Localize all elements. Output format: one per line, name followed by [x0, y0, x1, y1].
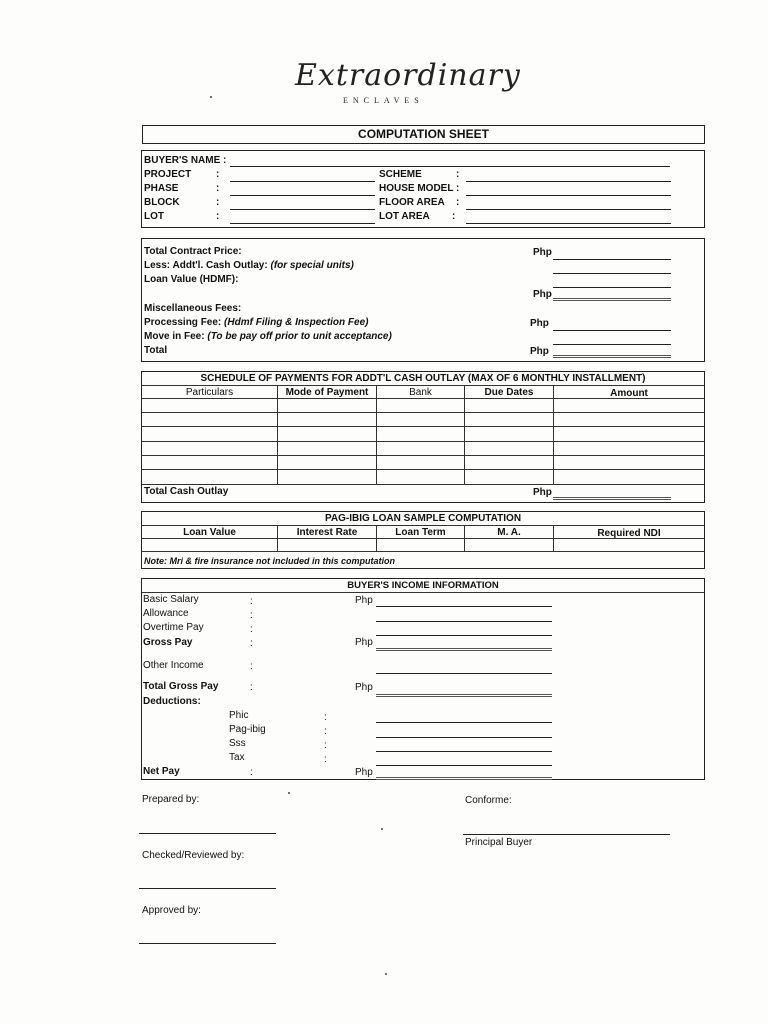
phase-label: PHASE — [144, 183, 179, 194]
pagibig-header-loan-value: Loan Value — [183, 527, 236, 538]
loan-value-php: Php — [533, 289, 552, 300]
principal-buyer-label: Principal Buyer — [465, 837, 533, 848]
scan-speck — [210, 96, 212, 98]
sss-label: Sss — [229, 738, 246, 749]
tcp-field[interactable] — [553, 259, 671, 260]
lot-colon: : — [216, 211, 220, 222]
gross-pay-php: Php — [355, 637, 373, 648]
prepared-by-label: Prepared by: — [142, 794, 200, 805]
lot-area-label: LOT AREA — [379, 211, 430, 222]
net-pay-label: Net Pay — [143, 766, 180, 777]
other-income-field[interactable] — [376, 673, 552, 674]
overtime-label: Overtime Pay — [143, 622, 204, 633]
allowance-label: Allowance — [143, 608, 189, 619]
schedule-row-line — [142, 426, 704, 427]
loan-value-field-a[interactable] — [553, 287, 671, 288]
income-title-divider — [142, 592, 704, 593]
other-income-label: Other Income — [143, 660, 204, 671]
tax-field[interactable] — [376, 765, 552, 766]
tax-colon: : — [324, 754, 327, 765]
schedule-title: SCHEDULE OF PAYMENTS FOR ADDT'L CASH OUTLAY (MAX OF 6 MONTHLY INSTALLMENT) — [200, 373, 646, 384]
house-model-colon: : — [456, 183, 460, 194]
page-title: COMPUTATION SHEET — [358, 127, 489, 141]
house-model-field[interactable] — [466, 195, 671, 196]
total-label: Total — [144, 345, 168, 356]
allowance-field[interactable] — [376, 621, 552, 622]
basic-salary-colon: : — [250, 596, 253, 607]
net-pay-field[interactable] — [376, 777, 552, 780]
gross-pay-field[interactable] — [376, 648, 552, 651]
total-cash-outlay-label: Total Cash Outlay — [144, 486, 229, 497]
schedule-row-line — [142, 441, 704, 442]
total-contract-price-label: Total Contract Price: — [144, 246, 242, 257]
scheme-label: SCHEME — [379, 169, 422, 180]
phic-colon: : — [324, 712, 327, 723]
schedule-header-due: Due Dates — [484, 387, 534, 398]
move-in-fee-label — [144, 331, 392, 343]
less-cash-outlay-text: Less: Addt'l. Cash Outlay: — [144, 260, 268, 271]
title-box — [142, 125, 705, 144]
schedule-row-line — [142, 412, 704, 413]
pagibig-row-line — [142, 538, 704, 539]
schedule-header-amount: Amount — [610, 388, 648, 399]
other-income-colon: : — [250, 661, 253, 672]
processing-fee-text: Processing Fee: — [144, 317, 222, 328]
gross-pay-colon: : — [250, 638, 253, 649]
schedule-row-line — [142, 398, 704, 399]
processing-fee-field[interactable] — [553, 330, 671, 331]
phic-label: Phic — [229, 710, 249, 721]
brand-name: Extraordinary — [295, 58, 521, 93]
basic-salary-label: Basic Salary — [143, 594, 199, 605]
cash-outlay-field[interactable] — [553, 273, 671, 274]
approved-by-label: Approved by: — [142, 905, 201, 916]
net-pay-php: Php — [355, 767, 373, 778]
pagibig-header-ma: M. A. — [497, 527, 521, 538]
house-model-label: HOUSE MODEL — [379, 183, 454, 194]
total-cash-outlay-php: Php — [533, 487, 552, 498]
schedule-row-line — [142, 469, 704, 470]
schedule-row-line — [142, 484, 704, 485]
basic-salary-php: Php — [355, 595, 373, 606]
project-field[interactable] — [230, 181, 375, 182]
floor-area-colon: : — [456, 197, 460, 208]
pagibig-deduction-field[interactable] — [376, 737, 552, 738]
basic-salary-field[interactable] — [376, 606, 552, 607]
total-php: Php — [530, 346, 549, 357]
overtime-field[interactable] — [376, 635, 552, 636]
processing-fee-note: (Hdmf Filing & Inspection Fee) — [224, 317, 369, 328]
approved-by-signature-line[interactable] — [139, 943, 276, 944]
project-colon: : — [216, 169, 220, 180]
total-gross-pay-field[interactable] — [376, 694, 552, 697]
brand-logo — [295, 58, 521, 110]
prepared-by-signature-line[interactable] — [139, 833, 276, 834]
buyer-name-field[interactable] — [230, 166, 670, 167]
processing-fee-label — [144, 317, 369, 329]
schedule-header-mode: Mode of Payment — [285, 387, 369, 398]
scheme-colon: : — [456, 169, 460, 180]
buyer-name-label: BUYER'S NAME : — [144, 155, 227, 166]
phase-colon: : — [216, 183, 220, 194]
move-in-fee-note: (To be pay off prior to unit acceptance) — [207, 331, 392, 342]
overtime-colon: : — [250, 624, 253, 635]
block-field[interactable] — [230, 209, 375, 210]
lot-area-field[interactable] — [466, 223, 671, 224]
move-in-fee-text: Move in Fee: — [144, 331, 205, 342]
conforme-label: Conforme: — [465, 795, 512, 806]
income-title: BUYER'S INCOME INFORMATION — [347, 580, 499, 591]
project-label: PROJECT — [144, 169, 192, 180]
pagibig-header-ndi: Required NDI — [597, 528, 661, 539]
tax-label: Tax — [229, 752, 245, 763]
schedule-header-particulars: Particulars — [185, 387, 234, 398]
loan-value-field[interactable] — [553, 298, 671, 301]
total-gross-pay-php: Php — [355, 682, 373, 693]
floor-area-field[interactable] — [466, 209, 671, 210]
sss-field[interactable] — [376, 751, 552, 752]
income-section — [141, 578, 705, 780]
total-field[interactable] — [553, 355, 671, 358]
gross-pay-label: Gross Pay — [143, 637, 193, 648]
sss-colon: : — [324, 740, 327, 751]
lot-field[interactable] — [230, 223, 375, 224]
less-cash-outlay-note: (for special units) — [270, 260, 354, 271]
deductions-label: Deductions: — [143, 696, 201, 707]
floor-area-label: FLOOR AREA — [379, 197, 445, 208]
misc-fees-label: Miscellaneous Fees: — [144, 303, 242, 314]
net-pay-colon: : — [250, 767, 253, 778]
brand-sub: ENCLAVES — [343, 96, 424, 105]
scan-speck — [288, 792, 290, 794]
principal-buyer-signature-line[interactable] — [463, 834, 670, 835]
phase-field[interactable] — [230, 195, 375, 196]
tcp-php: Php — [533, 247, 552, 258]
block-label: BLOCK — [144, 197, 180, 208]
scan-speck — [385, 973, 387, 975]
schedule-header-bank: Bank — [409, 387, 432, 398]
move-in-fee-field[interactable] — [553, 344, 671, 345]
block-colon: : — [216, 197, 220, 208]
phic-field[interactable] — [376, 722, 552, 723]
scheme-field[interactable] — [466, 181, 671, 182]
schedule-row-line — [142, 455, 704, 456]
schedule-title-divider — [142, 385, 704, 386]
less-cash-outlay-label — [144, 260, 354, 272]
pagibig-note: Note: Mri & fire insurance not included in this computation — [144, 556, 396, 566]
allowance-colon: : — [250, 610, 253, 621]
pagibig-deduction-label: Pag-ibig — [229, 724, 266, 735]
pagibig-row-line — [142, 551, 704, 552]
pagibig-title-divider — [142, 525, 704, 526]
pagibig-header-interest: Interest Rate — [296, 527, 358, 538]
pagibig-header-term: Loan Term — [395, 527, 446, 538]
lot-label: LOT — [144, 211, 164, 222]
total-gross-pay-colon: : — [250, 682, 253, 693]
lot-area-colon: : — [452, 211, 456, 222]
total-cash-outlay-field[interactable] — [553, 497, 671, 500]
processing-php: Php — [530, 318, 549, 329]
total-gross-pay-label: Total Gross Pay — [143, 681, 219, 692]
pagibig-deduction-colon: : — [324, 726, 327, 737]
checked-by-label: Checked/Reviewed by: — [142, 850, 245, 861]
scan-speck — [381, 828, 383, 830]
loan-value-label: Loan Value (HDMF): — [144, 274, 239, 285]
pagibig-title: PAG-IBIG LOAN SAMPLE COMPUTATION — [324, 513, 522, 524]
checked-by-signature-line[interactable] — [139, 888, 276, 889]
